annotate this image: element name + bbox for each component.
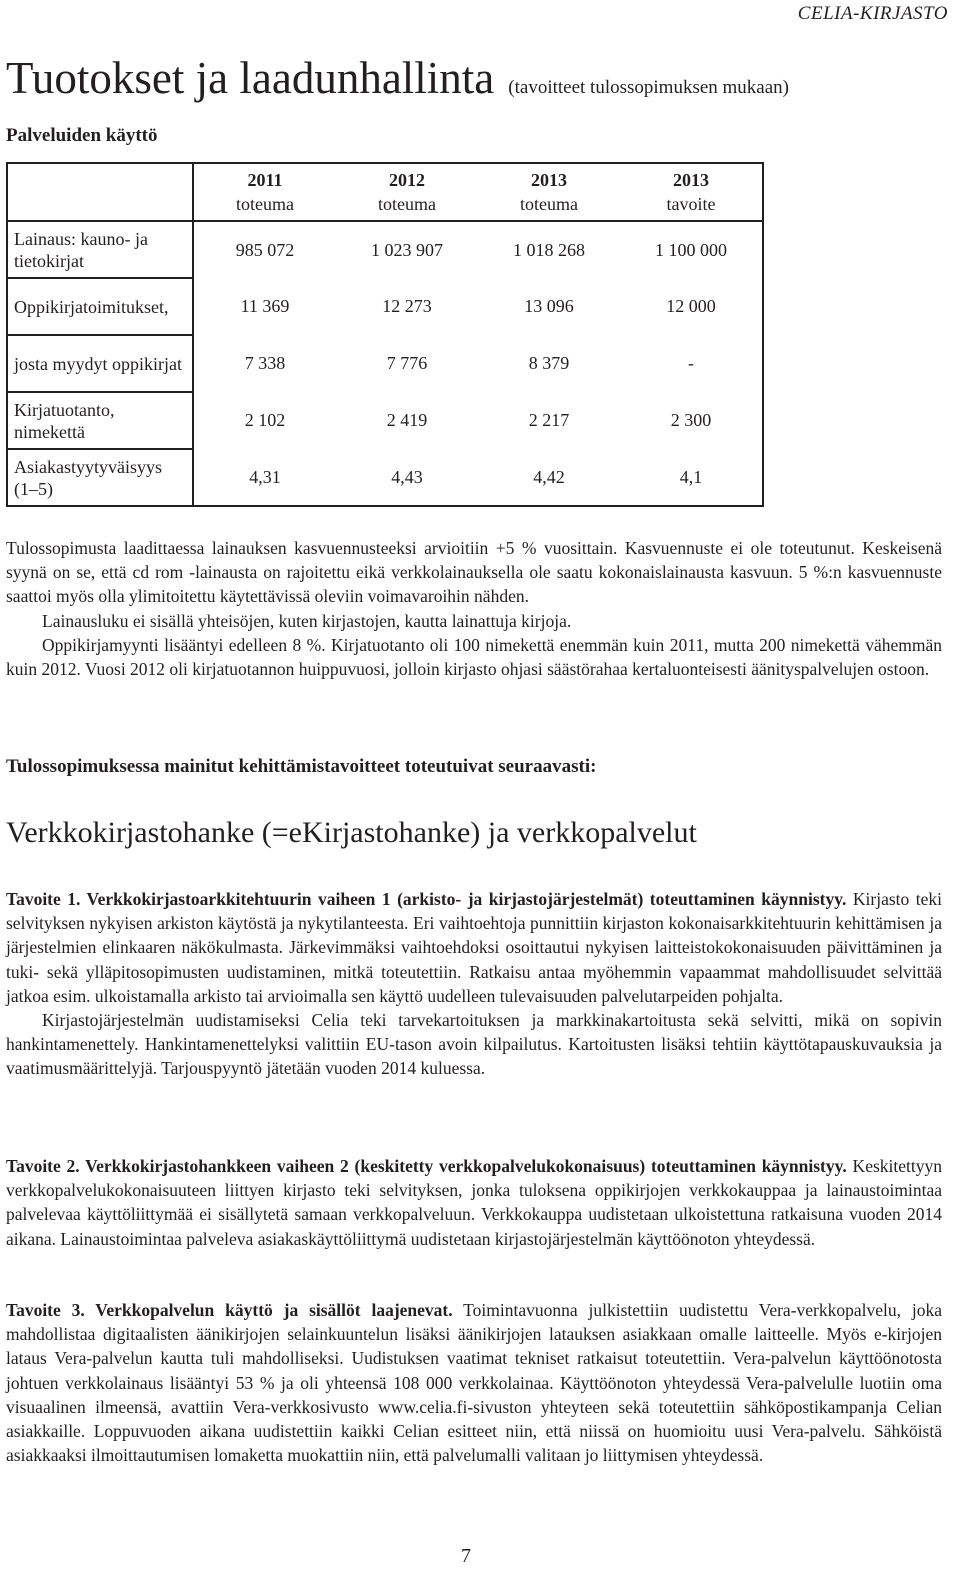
column-kind: tavoite bbox=[666, 194, 716, 214]
table-cell: 1 100 000 bbox=[620, 221, 763, 278]
paragraph: Lainausluku ei sisällä yhteisöjen, kuten kirjastojen, kautta lainattuja kirjoja. bbox=[42, 610, 572, 631]
lending-paragraphs bbox=[6, 536, 942, 681]
column-header bbox=[193, 163, 336, 221]
paragraph: Tulossopimusta laadittaessa lainauksen kasvuennusteeksi arvioitiin +5 % vuosittain. Kasvuennuste ei ole toteutunut. Keskeisenä syynä on se, että cd rom -lainausta on rajoitettu eikä verkkolainauksella ole saatu kokonaislainausta kasvuun. 5 %:n kasvuennuste saattoi myös olla ylimitoitettu käytettävissä oleviin voimavaroihin nähden. bbox=[6, 538, 942, 607]
goal-1-text: Kirjasto teki selvityksen nykyisen arkiston käytöstä ja nykytilanteesta. Eri vaihtoehtoja punnittiin kirjaston kokonaisarkkitehtuurin kehittämisen ja järjestelmien elinkaaren näkökulmasta. Järkevimmäksi vaihtoehdoksi osoittautui nykyisen laitteistokokonaisuuden päivittäminen ja tuki- sekä ylläpitosopimusten uudistaminen, mitkä toteutettiin. Ratkaisu antaa myöhemmin vapaammat mahdollisuudet selvittää jatkoa esim. ulkoistamalla arkisto tai arvioimalla sen käyttö uudelleen tulevaisuuden palvelutarpeiden pohjalta. bbox=[6, 889, 942, 1006]
goal-3-block bbox=[6, 1298, 942, 1467]
page-title: Tuotokset ja laadunhallinta bbox=[6, 53, 495, 103]
goal-2-block bbox=[6, 1154, 942, 1251]
table-cell: 2 217 bbox=[528, 410, 570, 430]
column-kind: toteuma bbox=[236, 194, 294, 214]
column-year: 2013 bbox=[531, 170, 567, 190]
column-year: 2011 bbox=[247, 170, 283, 190]
column-kind: toteuma bbox=[520, 194, 578, 214]
table-cell: 2 300 bbox=[620, 392, 763, 449]
table-cell: 985 072 bbox=[235, 239, 295, 260]
column-year: 2013 bbox=[673, 170, 709, 190]
column-header bbox=[478, 163, 620, 221]
goal-2-text: Keskitettyyn verkkopalvelukokonaisuuteen liittyen kirjasto teki selvityksen, jonka tuloksena oppikirjojen verkkokauppaa ja lainaustoimintaa palvelevaa käyttöliittymää ei sisällytetä samaan verkkopalveluun. Verkkokauppa uudistetaan ulkoistettuna ratkaisuna vuoden 2014 aikana. Lainaustoimintaa palveleva asiakaskäyttöliittymä uudistetaan kirjastojärjestelmän käyttöönoton yhteydessä. bbox=[6, 1156, 942, 1249]
goal-3-title: Tavoite 3. Verkkopalvelun käyttö ja sisällöt laajenevat. bbox=[6, 1300, 453, 1320]
table-cell: 1 018 268 bbox=[513, 239, 585, 260]
row-label: Oppikirjatoimitukset, bbox=[7, 278, 193, 335]
table-cell: 7 338 bbox=[244, 353, 286, 373]
table-cell: 2 102 bbox=[244, 410, 286, 430]
goal-3-text: Toimintavuonna julkistettiin uudistettu Vera-verkkopalvelu, joka mahdollistaa digitaalisten äänikirjojen selainkuuntelun lisäksi äänikirjojen latauksen asiakkaan omalle laitteelle. Myös e-kirjojen lataus Vera-palvelun kautta tuli mahdolliseksi. Uudistuksen vaatimat tekniset ratkaisut toteutettiin. Vera-palvelun käyttöönotosta johtuen verkkolainaus lisääntyi 53 % ja oli yhteensä 108 000 verkkolainaa. Käyttöönoton yhteydessä Vera-palvelulle luotiin oma visuaalinen ilmeensä, avattiin Vera-verkkosivusto www.celia.fi-sivuston yhteyteen sekä toteutettiin sähköpostikampanja Celian asiakkaille. Loppuvuoden aikana uudistettiin kaikki Celian esitteet niin, että niissä on huomioitu uusi Vera-palvelu. Sähköistä asiakkaaksi ilmoittautumisen lomaketta muokattiin niin, että palvelumalli valitaan jo liittymisen yhteydessä. bbox=[6, 1300, 942, 1466]
page-subtitle: (tavoitteet tulossopimuksen mukaan) bbox=[508, 77, 790, 98]
table-header-row bbox=[7, 163, 763, 221]
column-header bbox=[620, 163, 763, 221]
table-cell: 11 369 bbox=[240, 296, 290, 316]
row-label: Asiakastyytyväisyys (1–5) bbox=[7, 449, 193, 506]
goal-2-title: Tavoite 2. Verkkokirjastohankkeen vaiheen 2 (keskitetty verkkopalvelukokonaisuus) toteuttaminen käynnistyy. bbox=[6, 1156, 847, 1176]
page-number: 7 bbox=[461, 1545, 471, 1567]
paragraph bbox=[6, 1298, 942, 1467]
table-cell: 2 419 bbox=[386, 410, 428, 430]
paragraph: Oppikirjamyynti lisääntyi edelleen 8 %. Kirjatuotanto oli 100 nimekettä enemmän kuin 2011, mutta 200 nimekettä vähemmän kuin 2012. Vuosi 2012 oli kirjatuotannon huippuvuosi, jolloin kirjasto ohjasi säästörahaa kertaluonteisesti äänityspalvelujen ostoon. bbox=[6, 634, 942, 680]
table-cell: 7 776 bbox=[386, 353, 428, 373]
goal-1-title: Tavoite 1. Verkkokirjastoarkkitehtuurin vaiheen 1 (arkisto- ja kirjastojärjestelmät) toteuttaminen käynnistyy. bbox=[6, 889, 847, 909]
section-heading-services: Palveluiden käyttö bbox=[6, 125, 158, 146]
table-cell: 4,42 bbox=[478, 449, 620, 506]
paragraph bbox=[6, 1154, 942, 1251]
table-cell: 4,31 bbox=[193, 449, 336, 506]
services-table bbox=[6, 162, 764, 507]
paragraph: Kirjastojärjestelmän uudistamiseksi Celia teki tarvekartoituksen ja markkinakartoitusta sekä selvitti, mikä on sopivin hankintamenettely. Hankintamenettelyksi valittiin EU-tason avoin kilpailutus. Kartoitusten lisäksi tehtiin käyttötapauskuvauksia ja vaatimusmäärittelyjä. Tarjouspyyntö jätetään vuoden 2014 kuluessa. bbox=[6, 1010, 942, 1079]
page-title-row bbox=[6, 52, 789, 104]
column-year: 2012 bbox=[389, 170, 425, 190]
table-cell: 12 000 bbox=[620, 278, 763, 335]
table-cell: 13 096 bbox=[524, 296, 574, 316]
table-row bbox=[7, 392, 763, 449]
table-cell: 12 273 bbox=[382, 296, 432, 316]
column-kind: toteuma bbox=[378, 194, 436, 214]
running-header: CELIA-KIRJASTO bbox=[797, 3, 948, 24]
table-cell: 4,1 bbox=[620, 449, 763, 506]
row-label: Kirjatuotanto, nimekettä bbox=[7, 392, 193, 449]
goal-1-block bbox=[6, 887, 942, 1081]
subsection-heading: Verkkokirjastohanke (=eKirjastohanke) ja verkkopalvelut bbox=[6, 816, 697, 849]
table-cell: 4,43 bbox=[336, 449, 478, 506]
table-row bbox=[7, 221, 763, 278]
section-heading-goals: Tulossopimuksessa mainitut kehittämistavoitteet toteutuivat seuraavasti: bbox=[6, 756, 597, 777]
table-row bbox=[7, 449, 763, 506]
table-cell: 8 379 bbox=[528, 353, 570, 373]
table-cell: - bbox=[620, 335, 763, 392]
table-row bbox=[7, 335, 763, 392]
table-row bbox=[7, 278, 763, 335]
column-header bbox=[336, 163, 478, 221]
paragraph bbox=[6, 887, 942, 1008]
table-cell: 1 023 907 bbox=[371, 239, 443, 260]
row-label: josta myydyt oppikirjat bbox=[7, 335, 193, 392]
table-corner-cell bbox=[7, 163, 193, 221]
row-label: Lainaus: kauno- ja tietokirjat bbox=[7, 221, 193, 278]
